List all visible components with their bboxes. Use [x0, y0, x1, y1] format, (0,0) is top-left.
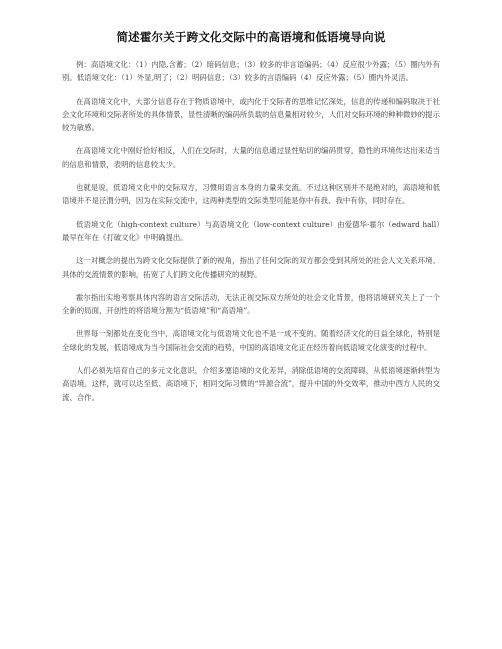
- paragraph-examples: 例：高语境文化：（1）内隐,含蓄；（2）暗码信息；（3）较多的非言语编码；（4）反应很少外露；（5）圈内外有别。低语境文化：（1）外显,明了；（2）明码信息；（3）较多的言语编码（4）反应外露；（5）圈内外灵活。: [62, 60, 440, 83]
- paragraph-high-context: 在高语境文化中，大部分信息存在于物质语境中，或内化于交际者的思维记忆深处，信息的传递和编码取决于社会文化环境和交际者所处的具体情景，显性清晰的编码所负载的信息量相对较少，人们对交际环境的种种微妙的提示较为敏感。: [62, 96, 440, 133]
- paragraph-relative: 也就是说，低语境文化中的交际双方，习惯用语言本身的力量来交流。不过这种区别并不是绝对的，高语境和低语境并不是泾渭分明，因为在实际交流中，这两种类型的交际类型可能是你中有我、我中有你，同时存在。: [62, 183, 440, 206]
- paragraph-origin: 低语境文化（high-context culture）与高语境文化（low-context culture）由爱德华·霍尔（edward hall）最早在年在《打破文化》中明确提出。: [62, 219, 440, 242]
- paragraph-hall-research: 霍尔指出实地考察具体内容的语言交际活动，无法正视交际双方所处的社会文化背景，他将语境研究关上了一个全新的局面，开创性的将语境分割为“低语境”和“高语境”。: [62, 292, 440, 316]
- paragraph-conclusion: 人们必须先培育自己的多元文化意识，介绍多塞语境的文化差异，消除低语境的交流障碍，从低语境逐渐转型为高语境。这样，就可以达至低、高语境下，相同交际习惯的“异源合流”，提升中国的外交效率，推动中西方人民的交流、合作。: [62, 366, 440, 402]
- paragraph-significance: 这一对概念的提出为跨文化交际提供了新的视角，指出了任何交际的双方都会受到其所处的社会人文关系环境、具体的交流情景的影响，拓宽了人们跨文化传播研究的视野。: [62, 256, 440, 279]
- paragraph-contrast: 在高语境文化中刚好恰好相反，人们在交际时，大量的信息通过显性贴切的编码贯穿，隐性的环境传达出来适当的信息和情景，表明的信息较太少。: [62, 146, 440, 169]
- paragraph-globalization: 世界每一刻都处在变化当中，高语境文化与低语境文化也不是一成不变的。随着经济文化的日益全球化，特别是全球化的发展，低语境成为当今国际社会交流的趋势，中国的高语境文化正在经历着向低语境文化演变的过程中。: [62, 329, 440, 352]
- document-title: 简述霍尔关于跨文化交际中的高语境和低语境导向说: [116, 30, 386, 44]
